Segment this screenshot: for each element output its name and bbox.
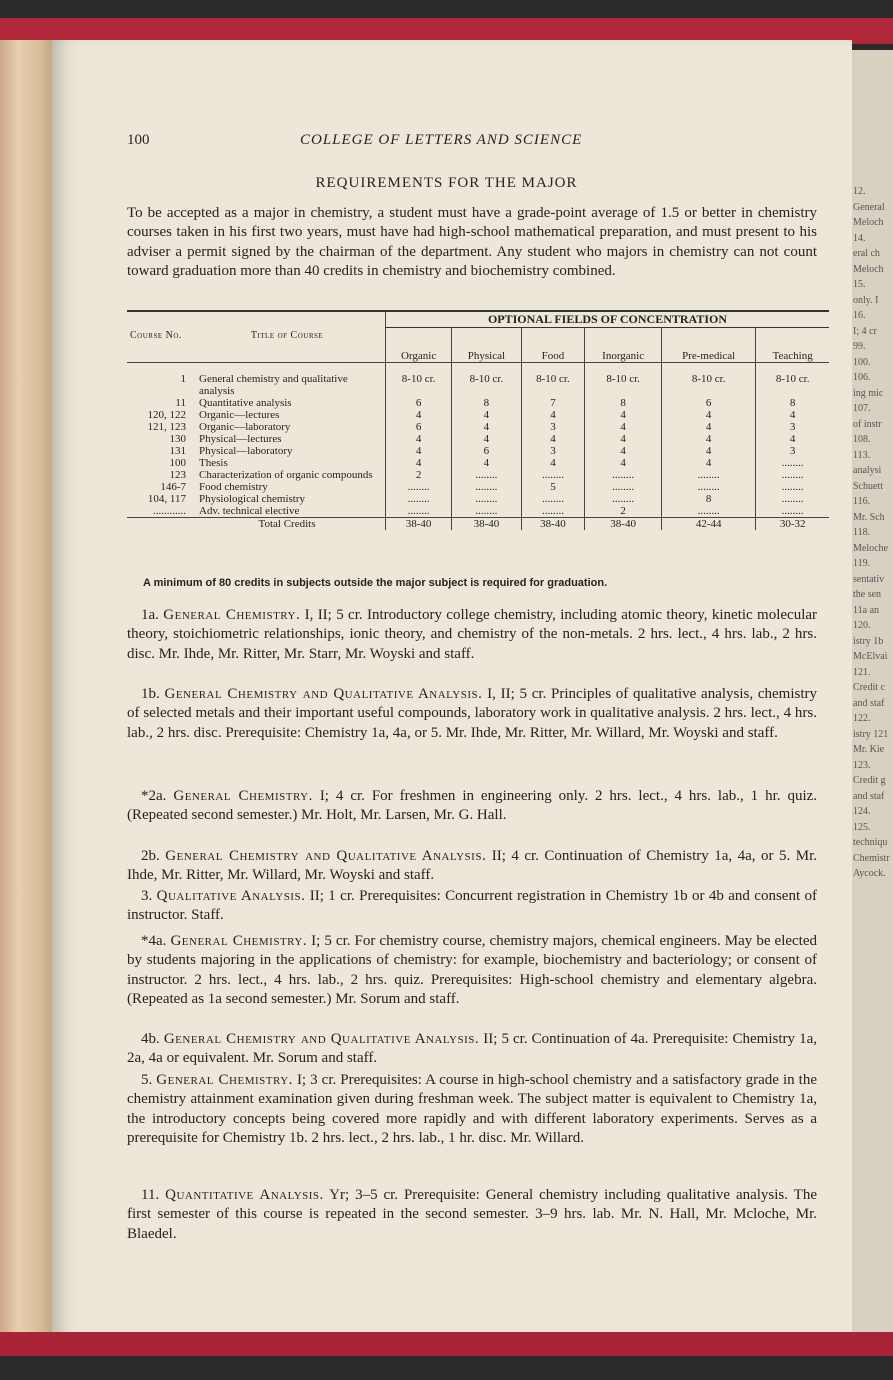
- edge-fragment: 125.: [853, 821, 871, 833]
- col-course-no: Course No.: [130, 330, 182, 341]
- field-header: Organic: [386, 328, 452, 363]
- course-title-cell: Organic—laboratory: [199, 421, 291, 433]
- credit-cell: 4: [662, 433, 756, 445]
- course-number: 4b.: [141, 1031, 160, 1047]
- table-row: [127, 505, 829, 518]
- course-description: Yr; 3–5 cr. Prerequisite: General chemistry including qualitative analysis. The first semester of this course is repeated in the second semester. 3–9 hrs. lab. Mr. N. Hall, Mr. Mcloche, Mr. Blaedel.: [127, 1187, 817, 1242]
- course-number: *4a.: [141, 933, 167, 949]
- table-row: [127, 397, 829, 409]
- course-no-cell: 100: [169, 457, 186, 469]
- edge-fragment: Credit g: [853, 775, 886, 786]
- field-header: Food: [521, 328, 585, 363]
- course-entry: [127, 787, 817, 826]
- course-no-cell: 131: [169, 445, 186, 457]
- credit-cell: 6: [386, 397, 452, 409]
- requirements-table: [127, 310, 829, 530]
- section-title: REQUIREMENTS FOR THE MAJOR: [315, 175, 578, 191]
- course-entry: [127, 1071, 817, 1149]
- credit-cell: ........: [585, 481, 662, 493]
- credit-cell: 4: [452, 433, 521, 445]
- course-title-cell: Physiological chemistry: [199, 493, 306, 505]
- field-header: Pre-medical: [662, 328, 756, 363]
- credit-cell: ........: [585, 493, 662, 505]
- edge-fragment: 121.: [853, 666, 871, 678]
- course-title-cell: Adv. technical elective: [199, 505, 300, 517]
- edge-fragment: 100.: [853, 356, 871, 368]
- course-entry: [127, 847, 817, 886]
- table-caption: A minimum of 80 credits in subjects outside the major subject is required for graduation.: [143, 577, 608, 589]
- credit-cell: 4: [585, 409, 662, 421]
- course-number: 1a.: [141, 607, 159, 623]
- credit-cell: ........: [452, 481, 521, 493]
- credit-cell: 3: [756, 421, 829, 433]
- course-title-cell: Organic—lectures: [199, 409, 280, 421]
- edge-fragment: Credit c: [853, 682, 885, 693]
- course-no-cell: 123: [169, 469, 186, 481]
- course-name: General Chemistry.: [170, 933, 308, 949]
- credit-cell: ........: [386, 493, 452, 505]
- edge-fragment: istry 121: [853, 728, 889, 740]
- credit-cell: 8: [756, 397, 829, 409]
- total-cell: 38-40: [521, 518, 585, 531]
- credit-cell: 6: [452, 445, 521, 457]
- credit-cell: 3: [521, 445, 585, 457]
- credit-cell: ........: [521, 493, 585, 505]
- book-gutter: [0, 40, 56, 1340]
- edge-fragment: 116.: [853, 496, 871, 507]
- credit-cell: 3: [521, 421, 585, 433]
- course-number: 11.: [141, 1187, 160, 1203]
- credit-cell: ........: [662, 481, 756, 493]
- edge-fragment: and staf: [853, 697, 885, 709]
- credit-cell: 4: [452, 409, 521, 421]
- edge-fragment: 14.: [853, 232, 866, 244]
- course-description: I; 4 cr. For freshmen in engineering only. 2 hrs. lect., 4 hrs. lab., 1 hr. quiz. (Repeated second semester.) Mr. Holt, Mr. Larsen, Mr. G. Hall.: [127, 788, 818, 824]
- credit-cell: 4: [756, 433, 829, 445]
- course-no-cell: 146-7: [160, 481, 186, 493]
- credit-cell: ........: [756, 505, 829, 518]
- table-row: [127, 493, 829, 505]
- course-no-cell: 104, 117: [147, 493, 186, 505]
- credit-cell: 4: [452, 421, 521, 433]
- table-row: [127, 469, 829, 481]
- course-number: 1b.: [141, 686, 160, 702]
- credit-cell: 2: [386, 469, 452, 481]
- edge-fragment: General: [853, 201, 885, 213]
- course-title-cell: Quantitative analysis: [199, 397, 292, 409]
- credit-cell: 4: [452, 457, 521, 469]
- edge-fragment: 107.: [853, 403, 871, 414]
- table-row: [127, 363, 829, 398]
- credit-cell: 8: [662, 493, 756, 505]
- total-cell: 38-40: [452, 518, 521, 531]
- edge-fragment: sentativ: [853, 573, 885, 585]
- credit-cell: 4: [756, 409, 829, 421]
- course-title-cell: Physical—laboratory: [199, 445, 293, 457]
- credit-cell: ........: [386, 481, 452, 493]
- edge-fragment: 124.: [853, 806, 871, 817]
- course-number: 3.: [141, 888, 153, 904]
- edge-fragment: Schuett: [853, 480, 883, 492]
- credit-cell: 6: [386, 421, 452, 433]
- credit-cell: 4: [662, 445, 756, 457]
- table-row: [127, 481, 829, 493]
- edge-fragment: eral ch: [853, 248, 880, 259]
- credit-cell: 8-10 cr.: [386, 363, 452, 398]
- credit-cell: 4: [662, 457, 756, 469]
- course-no-cell: 120, 122: [147, 409, 186, 421]
- table-row: [127, 421, 829, 433]
- edge-fragment: 15.: [853, 279, 866, 290]
- total-cell: 38-40: [585, 518, 662, 531]
- credit-cell: ........: [521, 505, 585, 518]
- table-row: [127, 433, 829, 445]
- course-no-cell: 11: [175, 397, 186, 409]
- total-spacer: [127, 518, 189, 531]
- credit-cell: 4: [662, 409, 756, 421]
- edge-fragment: 11a an: [853, 604, 880, 616]
- credit-cell: ........: [386, 505, 452, 518]
- course-entry: [127, 887, 817, 926]
- edge-fragment: 12.: [853, 186, 866, 197]
- credit-cell: 8: [585, 397, 662, 409]
- field-header: Physical: [452, 328, 521, 363]
- credit-cell: ........: [756, 481, 829, 493]
- intro-paragraph: To be accepted as a major in chemistry, a student must have a grade-point average of 1.5 or better in chemistry courses taken in his first two years, must have had high-school mathematical preparation, and must present to his adviser a permit signed by the chairman of the department. Any student who majors in chemistry can not count toward graduation more than 40 credits in chemistry and biochemistry combined.: [127, 205, 817, 280]
- course-name: General Chemistry and Qualitative Analysis.: [164, 686, 483, 702]
- course-description: II; 5 cr. Continuation of 4a. Prerequisite: Chemistry 1a, 2a, 4a or equivalent. Mr. Sorum and staff.: [127, 1031, 818, 1067]
- edge-fragment: Aycock.: [853, 868, 886, 879]
- edge-fragment: 108.: [853, 434, 871, 445]
- table-row: [127, 409, 829, 421]
- credit-cell: 4: [662, 421, 756, 433]
- course-entry: [127, 932, 817, 1010]
- credit-cell: 4: [585, 457, 662, 469]
- credit-cell: 8-10 cr.: [452, 363, 521, 398]
- edge-fragment: McElvai: [853, 651, 888, 662]
- edge-fragment: 119.: [853, 558, 871, 569]
- credit-cell: ........: [452, 469, 521, 481]
- edge-fragment: Meloch: [853, 263, 884, 275]
- col-title: Title of Course: [250, 330, 324, 341]
- total-cell: 38-40: [386, 518, 452, 531]
- edge-fragment: Mr. Sch: [853, 511, 885, 523]
- course-title-cell: Thesis: [199, 457, 228, 469]
- edge-fragment: ing mic: [853, 387, 884, 399]
- course-entry: [127, 606, 817, 664]
- credit-cell: ........: [662, 505, 756, 518]
- edge-fragment: the sen: [853, 589, 882, 600]
- edge-fragment: 113.: [853, 449, 871, 461]
- edge-fragment: analysi: [853, 465, 882, 476]
- credit-cell: ........: [662, 469, 756, 481]
- credit-cell: 4: [521, 433, 585, 445]
- running-title: COLLEGE OF LETTERS AND SCIENCE: [300, 132, 583, 148]
- credit-cell: ........: [756, 457, 829, 469]
- credit-cell: ........: [452, 505, 521, 518]
- total-label: Total Credits: [189, 518, 386, 531]
- course-title-cell: Characterization of organic compounds: [199, 469, 373, 481]
- credit-cell: 4: [386, 445, 452, 457]
- credit-cell: 5: [521, 481, 585, 493]
- course-name: General Chemistry and Qualitative Analysis.: [163, 1031, 480, 1047]
- course-description: I, II; 5 cr. Introductory college chemistry, including atomic theory, kinetic molecular theory, stoichiometric relationships, ionic theory, and chemistry of the non-metals. 2 hrs. lect., 4 hrs. lab., 2 hrs. disc. Mr. Ihde, Mr. Ritter, Mr. Starr, Mr. Woyski and staff.: [127, 607, 818, 662]
- book-cover-bottom: [0, 1332, 893, 1356]
- edge-fragment: I; 4 cr: [853, 325, 877, 337]
- edge-fragment: techniqu: [853, 837, 888, 848]
- credit-cell: 8-10 cr.: [756, 363, 829, 398]
- credit-cell: 4: [585, 421, 662, 433]
- edge-fragment: of instr: [853, 418, 882, 430]
- credit-cell: 4: [386, 433, 452, 445]
- credit-cell: 4: [585, 445, 662, 457]
- next-page-edge: [850, 50, 893, 1340]
- edge-fragment: 123.: [853, 759, 871, 771]
- credit-cell: 8-10 cr.: [662, 363, 756, 398]
- field-header: Teaching: [756, 328, 829, 363]
- course-name: General Chemistry.: [173, 788, 313, 804]
- table-row: [127, 445, 829, 457]
- table-row: [127, 457, 829, 469]
- credit-cell: ........: [521, 469, 585, 481]
- course-name: Qualitative Analysis.: [156, 888, 306, 904]
- course-title-cell: Food chemistry: [199, 481, 268, 493]
- course-description: II; 4 cr. Continuation of Chemistry 1a, 4a, or 5. Mr. Ihde, Mr. Ritter, Mr. Willard, Mr. Woyski and staff.: [127, 848, 818, 884]
- course-description: I, II; 5 cr. Principles of qualitative analysis, chemistry of selected metals and their important useful compounds, laboratory work in qualitative analysis. 2 hrs. lect., 4 hrs. lab., 2 hrs. disc. Prerequisite: Chemistry 1a, 4a, or 5. Mr. Ihde, Mr. Ritter, Mr. Willard, Mr. Woyski and staff.: [127, 686, 817, 741]
- course-no-cell: 1: [180, 373, 186, 385]
- edge-fragment: Meloch: [853, 217, 884, 228]
- course-description: I; 3 cr. Prerequisites: A course in high-school chemistry and a satisfactory grade in the chemistry attainment examination given during freshman week. The subject matter is equivalent to Chemistry 1a, the introductory concepts being covered more rapidly and with different laboratory experiments. Serves as a prerequisite for Chemistry 1b. 2 hrs. lect., 2 hrs. lab., 1 hr. disc. Mr. Willard.: [127, 1072, 817, 1147]
- course-entry: [127, 685, 817, 743]
- edge-fragment: 122.: [853, 713, 871, 724]
- edge-fragment: 16.: [853, 310, 866, 321]
- credit-cell: ........: [756, 469, 829, 481]
- edge-fragment: 118.: [853, 527, 871, 538]
- course-no-cell: ............: [153, 505, 186, 517]
- page-number: 100: [127, 132, 150, 148]
- course-description: II; 1 cr. Prerequisites: Concurrent registration in Chemistry 1b or 4b and consent of instructor. Staff.: [127, 888, 818, 924]
- total-cell: 42-44: [662, 518, 756, 531]
- course-number: 5.: [141, 1072, 153, 1088]
- credit-cell: 3: [756, 445, 829, 457]
- field-header: Inorganic: [585, 328, 662, 363]
- credit-cell: 4: [386, 409, 452, 421]
- course-title-cell: Physical—lectures: [199, 433, 282, 445]
- edge-fragment: 120.: [853, 620, 871, 631]
- edge-fragment: only. I: [853, 294, 879, 306]
- course-name: Quantitative Analysis.: [165, 1187, 324, 1203]
- course-title-cell: General chemistry and qualitative analysis: [199, 373, 348, 397]
- course-number: 2b.: [141, 848, 160, 864]
- edge-fragment: 106.: [853, 372, 871, 383]
- credit-cell: ........: [585, 469, 662, 481]
- credit-cell: 8-10 cr.: [585, 363, 662, 398]
- edge-fragment: istry 1b: [853, 635, 884, 647]
- course-name: General Chemistry.: [156, 1072, 293, 1088]
- edge-fragment: 99.: [853, 341, 866, 352]
- edge-fragment: Mr. Kie: [853, 744, 885, 755]
- credit-cell: 8-10 cr.: [521, 363, 585, 398]
- course-entry: [127, 1030, 817, 1069]
- course-no-cell: 130: [169, 433, 186, 445]
- credit-cell: 7: [521, 397, 585, 409]
- course-description: I; 5 cr. For chemistry course, chemistry majors, chemical engineers. May be elected by students majoring in the applications of chemistry: for example, biochemistry and bacteriology; or consent of instructor. 2 hrs. lect., 4 hrs. lab., 2 hrs. quiz. Prerequisites: High-school chemistry and elementary algebra. (Repeated as 1a second semester.) Mr. Sorum and staff.: [127, 933, 818, 1008]
- credit-cell: 4: [386, 457, 452, 469]
- edge-fragment: Meloche: [853, 542, 888, 554]
- course-number: *2a.: [141, 788, 167, 804]
- optional-fields-header: OPTIONAL FIELDS OF CONCENTRATION: [386, 311, 830, 328]
- credit-cell: ........: [756, 493, 829, 505]
- credit-cell: 8: [452, 397, 521, 409]
- credit-cell: 4: [521, 409, 585, 421]
- edge-fragment: Chemistr: [853, 852, 890, 864]
- total-cell: 30-32: [756, 518, 829, 531]
- course-name: General Chemistry.: [163, 607, 301, 623]
- course-name: General Chemistry and Qualitative Analysis.: [165, 848, 487, 864]
- credit-cell: 6: [662, 397, 756, 409]
- course-no-cell: 121, 123: [147, 421, 186, 433]
- credit-cell: 4: [585, 433, 662, 445]
- course-entry: [127, 1186, 817, 1244]
- credit-cell: 2: [585, 505, 662, 518]
- edge-fragment: and staf: [853, 790, 885, 802]
- credit-cell: ........: [452, 493, 521, 505]
- credit-cell: 4: [521, 457, 585, 469]
